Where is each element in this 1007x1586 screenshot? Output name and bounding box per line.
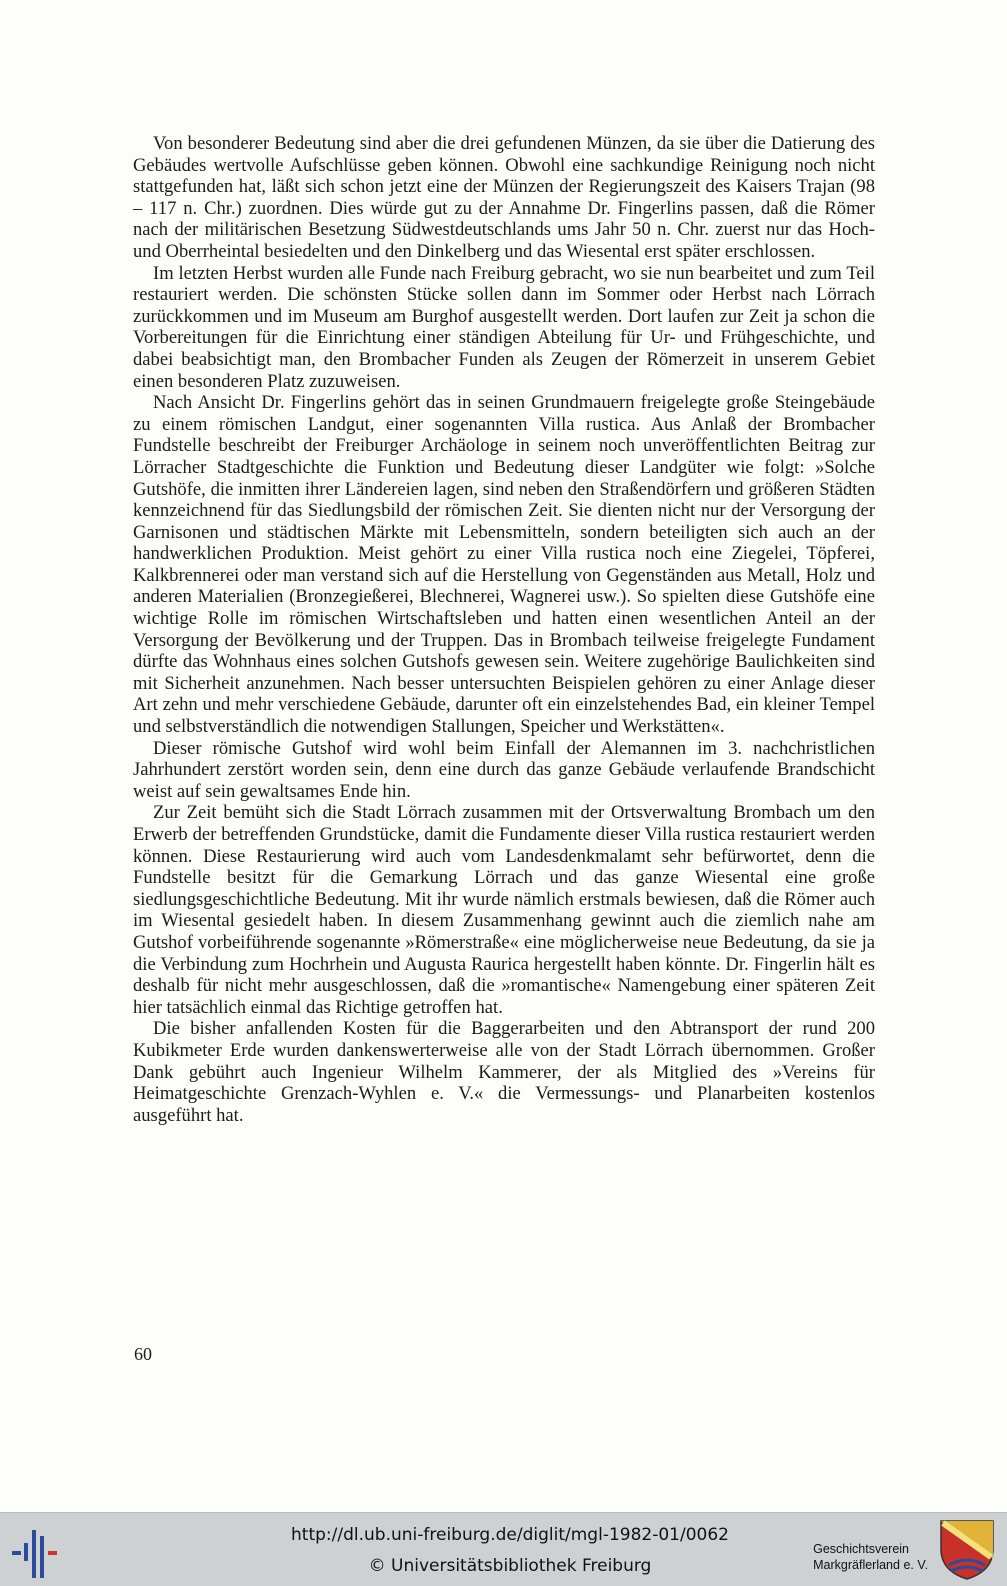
article-text	[133, 133, 875, 1126]
ub-freiburg-logo-icon[interactable]	[10, 1522, 66, 1578]
society-name-line1: Geschichtsverein	[813, 1542, 909, 1556]
society-name	[813, 1541, 928, 1573]
paragraph: Von besonderer Bedeutung sind aber die drei gefundenen Münzen, da sie über die Datierung des Gebäudes wertvolle Aufschlüsse geben können. Obwohl eine sachkundige Reinigung noch nicht stattgefunden hat, läßt sich schon jetzt eine der Münzen der Regierungszeit des Kaisers Trajan (98 – 117 n. Chr.) zuordnen. Dies würde gut zu der Annahme Dr. Fingerlins passen, daß die Römer nach der militärischen Besetzung Südwestdeutschlands ums Jahr 50 n. Chr. zuerst nur das Hoch- und Oberrheintal besiedelten und den Dinkelberg und das Wiesental erst später erschlossen.	[133, 133, 875, 262]
page-number: 60	[134, 1344, 152, 1364]
society-name-line2: Markgräflerland e. V.	[813, 1558, 928, 1572]
coat-of-arms-icon	[939, 1519, 995, 1581]
paragraph: Dieser römische Gutshof wird wohl beim Einfall der Alemannen im 3. nachchristlichen Jahrhundert zerstört worden sein, denn eine durch das ganze Gebäude verlaufende Brandschicht weist auf sein gewaltsames Ende hin.	[133, 737, 875, 802]
copyright-text: © Universitätsbibliothek Freiburg	[368, 1556, 652, 1576]
paragraph: Im letzten Herbst wurden alle Funde nach Freiburg gebracht, wo sie nun bearbeitet und zum Teil restauriert werden. Die schönsten Stücke sollen dann im Sommer oder Herbst nach Lörrach zurückkommen und im Museum am Burghof ausgestellt werden. Dort laufen zur Zeit ja schon die Vorbereitungen für die Einrichtung einer ständigen Abteilung für Ur- und Frühgeschichte, und dabei beabsichtigt man, den Brombacher Funden als Zeugen der Römerzeit in unserem Gebiet einen besonderen Platz zuzuweisen.	[133, 262, 875, 392]
paragraph: Zur Zeit bemüht sich die Stadt Lörrach zusammen mit der Ortsverwaltung Brombach um den Erwerb der betreffenden Grundstücke, damit die Fundamente dieser Villa rustica restauriert werden können. Diese Restaurierung wird auch vom Landesdenkmalamt sehr befürwortet, denn die Fundstelle besitzt für die Gemarkung Lörrach und das ganze Wiesental eine große siedlungsgeschichtliche Bedeutung. Mit ihr wurde nämlich erstmals bewiesen, daß die Römer auch im Wiesental gesiedelt haben. In diesem Zusammenhang gewinnt auch die ziemlich nahe am Gutshof vorbeiführende sogenannte »Römerstraße« eine möglicherweise neue Bedeutung, da sie ja die Verbindung zum Hochrhein und Augusta Raurica hergestellt haben könnte. Dr. Fingerlin hält es deshalb für nicht mehr ausgeschlossen, daß die »romantische« Namengebung einer späteren Zeit hier tatsächlich einmal das Richtige getroffen hat.	[133, 802, 875, 1018]
paragraph: Die bisher anfallenden Kosten für die Baggerarbeiten und den Abtransport der rund 200 Kubikmeter Erde wurden dankenswerterweise alle von der Stadt Lörrach übernommen. Großer Dank gebührt auch Ingenieur Wilhelm Kammerer, der als Mitglied des »Vereins für Heimatgeschichte Grenzach-Wyhlen e. V.« die Vermessungs- und Planarbeiten kostenlos ausgeführt hat.	[133, 1018, 875, 1126]
footer-bar	[0, 1512, 1007, 1586]
source-url-link[interactable]: http://dl.ub.uni-freiburg.de/diglit/mgl-1982-01/0062	[291, 1525, 729, 1545]
paragraph: Nach Ansicht Dr. Fingerlins gehört das in seinen Grundmauern freigelegte große Steingebäude zu einem römischen Landgut, einer sogenannten Villa rustica. Aus Anlaß der Brombacher Fundstelle beschreibt der Freiburger Archäologe in seinem noch unveröffentlichten Beitrag zur Lörracher Stadtgeschichte die Funktion und Bedeutung dieser Landgüter wie folgt: »Solche Gutshöfe, die inmitten ihrer Ländereien lagen, sind neben den Straßendörfern und größeren Städten kennzeichnend für das Siedlungsbild der römischen Zeit. Sie dienten nicht nur der Versorgung der Garnisonen und städtischen Märkte mit Lebensmitteln, sondern beteiligten sich auch an der handwerklichen Produktion. Meist gehört zu einer Villa rustica noch eine Ziegelei, Töpferei, Kalkbrennerei oder man verstand sich auf die Herstellung von Gegenständen aus Metall, Holz und anderen Materialien (Bronzegießerei, Blechnerei, Wagnerei usw.). So spielten diese Gutshöfe eine wichtige Rolle im römischen Wirtschaftsleben und hatten einen wesentlichen Anteil an der Versorgung der Bevölkerung und der Truppen. Das in Brombach teilweise freigelegte Fundament dürfte das Wohnhaus eines solchen Gutshofs gewesen sein. Weitere zugehörige Baulichkeiten sind mit Sicherheit anzunehmen. Nach besser untersuchten Beispielen gehören zu einer Anlage dieser Art zehn und mehr verschiedene Gebäude, darunter oft ein einzelstehendes Bad, ein kleiner Tempel und selbstverständlich die notwendigen Stallungen, Speicher und Werkstätten«.	[133, 392, 875, 738]
